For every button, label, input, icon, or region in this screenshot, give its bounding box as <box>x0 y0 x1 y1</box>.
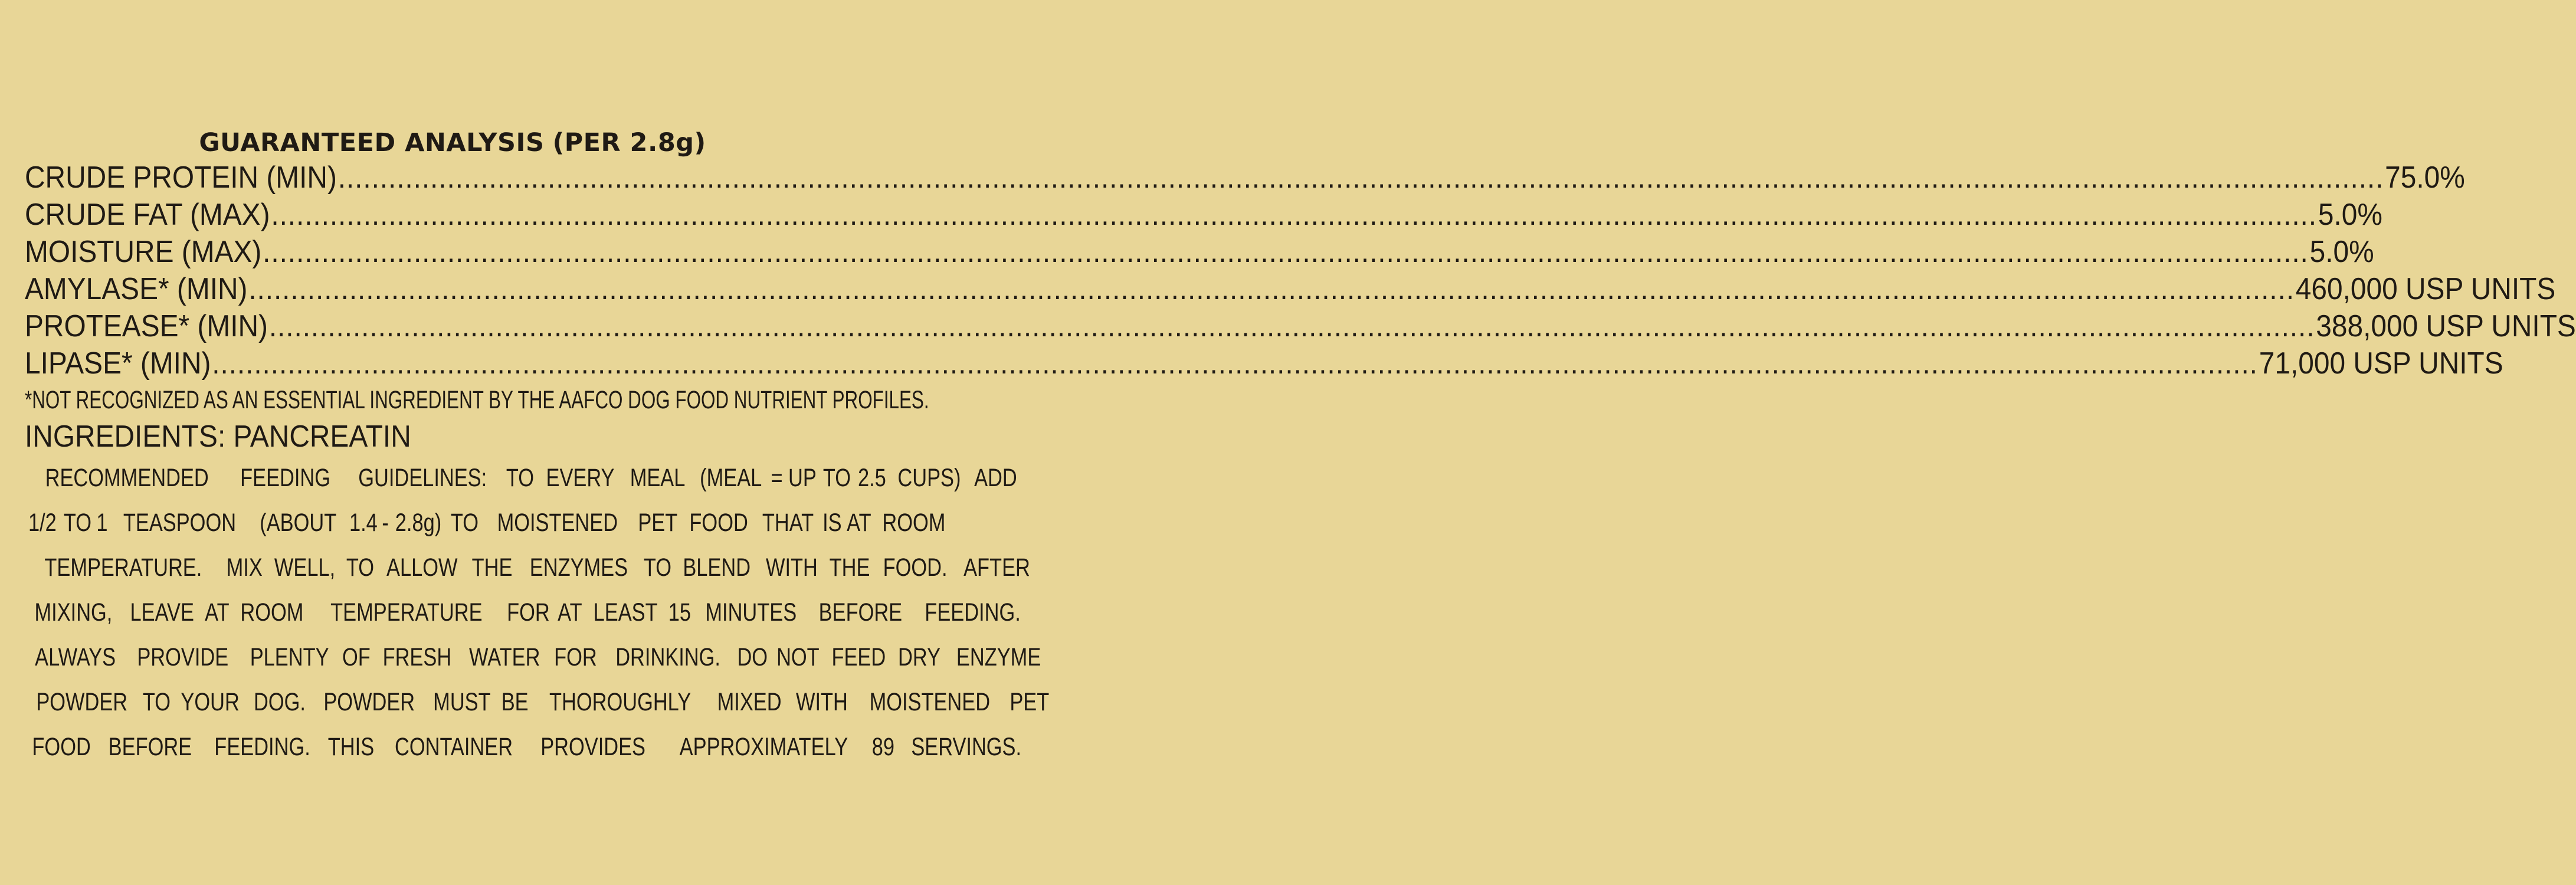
guideline-word: AT <box>847 509 871 537</box>
guideline-line <box>25 635 1041 680</box>
analysis-table <box>25 159 2576 382</box>
guideline-word: MIXED <box>717 688 782 716</box>
guideline-word: DO <box>737 643 768 671</box>
guideline-word: TO <box>823 464 851 492</box>
guideline-word: = <box>771 464 784 492</box>
guideline-word: ROOM <box>882 509 946 537</box>
nutrient-name: MOISTURE (MAX) <box>25 235 262 269</box>
nutrient-amount: 5.0% <box>2318 198 2382 232</box>
guideline-word: WELL, <box>274 553 336 582</box>
guideline-word: THE <box>471 553 513 582</box>
guideline-word: 1/2 <box>28 509 57 537</box>
guideline-word: (MEAL <box>700 464 762 492</box>
guideline-word: ADD <box>974 464 1017 492</box>
guideline-word: MIXING, <box>34 598 113 627</box>
guideline-word: TEMPERATURE. <box>44 553 202 582</box>
guideline-word: BEFORE <box>818 598 902 627</box>
nutrient-amount: 71,000 USP UNITS <box>2259 346 2503 381</box>
guideline-word: FEEDING. <box>924 598 1021 627</box>
guideline-word: SERVINGS. <box>911 733 1022 761</box>
guideline-line <box>25 590 1021 635</box>
analysis-row <box>25 345 2503 382</box>
guideline-word: APPROXIMATELY <box>680 733 848 761</box>
guideline-word: THAT <box>762 509 814 537</box>
guideline-word: THE <box>829 553 870 582</box>
guideline-word: MUST <box>433 688 491 716</box>
guideline-word: BLEND <box>683 553 751 582</box>
guideline-word: YOUR <box>181 688 240 716</box>
guideline-word: 89 <box>871 733 895 761</box>
guideline-word: THOROUGHLY <box>549 688 691 716</box>
guideline-word: UP <box>788 464 817 492</box>
guideline-word: FOOD <box>689 509 749 537</box>
dot-leader <box>212 345 2258 382</box>
nutrient-name: LIPASE* (MIN) <box>25 346 211 381</box>
guideline-word: 2.5 <box>858 464 887 492</box>
guideline-word: PROVIDES <box>540 733 646 761</box>
guideline-word: RECOMMENDED <box>45 464 209 492</box>
product-label <box>25 126 2576 769</box>
dot-leader <box>271 196 2317 234</box>
guideline-word: POWDER <box>323 688 415 716</box>
guideline-word: TO <box>506 464 534 492</box>
guideline-word: GUIDELINES: <box>358 464 487 492</box>
guideline-line <box>25 725 1022 769</box>
guideline-word: CONTAINER <box>395 733 513 761</box>
analysis-row <box>25 159 2465 196</box>
guideline-word: AT <box>205 598 230 627</box>
guideline-word: IS <box>822 509 842 537</box>
guideline-word: MOISTENED <box>869 688 990 716</box>
nutrient-amount: 388,000 USP UNITS <box>2316 309 2576 343</box>
feeding-guidelines <box>25 455 1050 769</box>
nutrient-amount: 75.0% <box>2385 160 2465 195</box>
guideline-line <box>25 500 946 545</box>
guideline-word: 1.4 <box>349 509 378 537</box>
guideline-word: ENZYMES <box>529 553 628 582</box>
guideline-word: FEED <box>831 643 886 671</box>
guideline-word: FEEDING <box>240 464 331 492</box>
guideline-line <box>25 680 1050 725</box>
guideline-word: DOG. <box>253 688 306 716</box>
guideline-word: WITH <box>765 553 818 582</box>
guideline-word: MINUTES <box>705 598 797 627</box>
guideline-word: PROVIDE <box>137 643 229 671</box>
guaranteed-analysis-title <box>25 126 863 159</box>
dot-leader <box>263 234 2309 271</box>
guideline-word: 15 <box>668 598 691 627</box>
guideline-word: MIX <box>226 553 263 582</box>
guideline-word: NOT <box>776 643 820 671</box>
guideline-word: LEAST <box>593 598 658 627</box>
guideline-word: TO <box>451 509 479 537</box>
analysis-row <box>25 271 2556 308</box>
guideline-line <box>25 545 1030 590</box>
guideline-word: ENZYME <box>956 643 1041 671</box>
guideline-word: TEASPOON <box>123 509 236 537</box>
analysis-row <box>25 308 2576 345</box>
guideline-word: PET <box>638 509 678 537</box>
guideline-word: ROOM <box>240 598 304 627</box>
guideline-word: FEEDING. <box>214 733 310 761</box>
guideline-word: OF <box>342 643 371 671</box>
dot-leader <box>248 271 2295 308</box>
aafco-footnote: *NOT RECOGNIZED AS AN ESSENTIAL INGREDIENT BY THE AAFCO DOG FOOD NUTRIENT PROFILES. <box>25 386 929 414</box>
guideline-word: EVERY <box>546 464 615 492</box>
guideline-word: WATER <box>468 643 540 671</box>
guideline-word: ALLOW <box>386 553 458 582</box>
guideline-word: TO <box>63 509 91 537</box>
guideline-word: 1 <box>96 509 108 537</box>
guideline-word: THIS <box>327 733 375 761</box>
analysis-row <box>25 196 2382 234</box>
ingredients-line: INGREDIENTS: PANCREATIN <box>25 419 411 454</box>
title-serving: (PER 2.8g) <box>552 128 706 158</box>
guideline-word: TO <box>643 553 671 582</box>
guideline-word: WITH <box>795 688 848 716</box>
guideline-word: BE <box>501 688 529 716</box>
guideline-word: FOOD. <box>883 553 948 582</box>
guideline-word: TEMPERATURE <box>330 598 483 627</box>
title-main: GUARANTEED ANALYSIS <box>199 128 545 158</box>
analysis-row <box>25 234 2374 271</box>
guideline-word: AT <box>558 598 582 627</box>
guideline-word: CUPS) <box>897 464 961 492</box>
guideline-word: - <box>382 509 389 537</box>
guideline-word: FOR <box>506 598 550 627</box>
guideline-word: BEFORE <box>108 733 192 761</box>
nutrient-name: PROTEASE* (MIN) <box>25 309 268 343</box>
guideline-line <box>25 455 1017 500</box>
guideline-word: 2.8g) <box>395 509 442 537</box>
guideline-word: (ABOUT <box>259 509 336 537</box>
guideline-word: AFTER <box>963 553 1030 582</box>
guideline-word: POWDER <box>36 688 128 716</box>
guideline-word: DRINKING. <box>615 643 720 671</box>
guideline-word: FOOD <box>32 733 91 761</box>
nutrient-amount: 5.0% <box>2309 235 2374 269</box>
guideline-word: PET <box>1010 688 1050 716</box>
guideline-word: FOR <box>554 643 597 671</box>
nutrient-name: AMYLASE* (MIN) <box>25 272 248 306</box>
guideline-word: FRESH <box>382 643 451 671</box>
nutrient-amount: 460,000 USP UNITS <box>2295 272 2556 306</box>
dot-leader <box>338 159 2384 196</box>
guideline-word: ALWAYS <box>35 643 116 671</box>
guideline-word: PLENTY <box>250 643 329 671</box>
dot-leader <box>269 308 2315 345</box>
nutrient-name: CRUDE FAT (MAX) <box>25 198 270 232</box>
guideline-word: LEAVE <box>130 598 194 627</box>
guideline-word: TO <box>142 688 171 716</box>
guideline-word: MEAL <box>630 464 686 492</box>
guideline-word: TO <box>346 553 375 582</box>
nutrient-name: CRUDE PROTEIN (MIN) <box>25 160 337 195</box>
guideline-word: DRY <box>897 643 940 671</box>
guideline-word: MOISTENED <box>497 509 618 537</box>
